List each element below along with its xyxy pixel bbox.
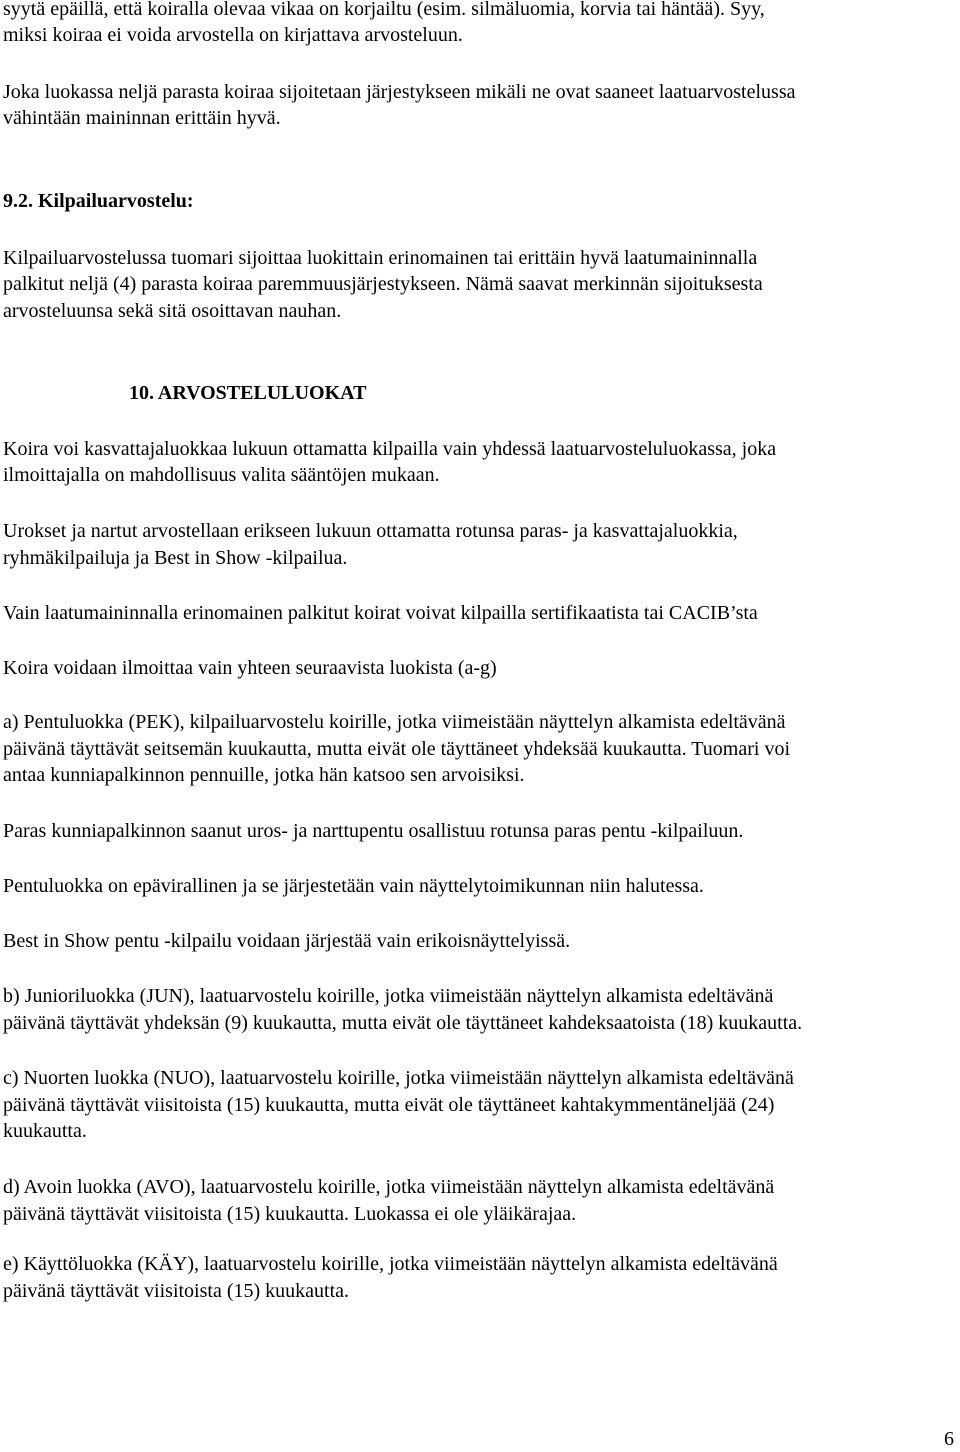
list-item-line: kuukautta. bbox=[3, 1120, 87, 1142]
body-text-line: Best in Show pentu -kilpailu voidaan järjestää vain erikoisnäyttelyissä. bbox=[3, 930, 571, 952]
list-item-line: päivänä täyttävät yhdeksän (9) kuukautta, mutta eivät ole täyttäneet kahdeksaatoista (18) kuukautta. bbox=[3, 1012, 803, 1034]
list-item-line: antaa kunniapalkinnon pennuille, jotka hän katsoo sen arvoisiksi. bbox=[3, 764, 525, 786]
list-item-line: a) Pentuluokka (PEK), kilpailuarvostelu koirille, jotka viimeistään näyttelyn alkamista edeltävänä bbox=[3, 711, 786, 733]
body-text-line: Kilpailuarvostelussa tuomari sijoittaa luokittain erinomainen tai erittäin hyvä laatumaininnalla bbox=[3, 247, 758, 269]
list-item-line: päivänä täyttävät viisitoista (15) kuukautta, mutta eivät ole täyttäneet kahtakymmentäneljää (24) bbox=[3, 1094, 775, 1116]
list-item-line: päivänä täyttävät seitsemän kuukautta, mutta eivät ole täyttäneet yhdeksää kuukautta. Tuomari voi bbox=[3, 738, 791, 760]
body-text-line: palkitut neljä (4) parasta koiraa paremmuusjärjestykseen. Nämä saavat merkinnän sijoituksesta bbox=[3, 273, 763, 295]
body-text-line: arvosteluunsa sekä sitä osoittavan nauhan. bbox=[3, 300, 342, 322]
list-item-line: d) Avoin luokka (AVO), laatuarvostelu koirille, jotka viimeistään näyttelyn alkamista edeltävänä bbox=[3, 1176, 775, 1198]
body-text-line: vähintään maininnan erittäin hyvä. bbox=[3, 107, 281, 129]
body-text-line: miksi koiraa ei voida arvostella on kirjattava arvosteluun. bbox=[3, 24, 463, 46]
list-item-line: päivänä täyttävät viisitoista (15) kuukautta. Luokassa ei ole yläikärajaa. bbox=[3, 1203, 577, 1225]
body-text-line: Koira voi kasvattajaluokkaa lukuun ottamatta kilpailla vain yhdessä laatuarvosteluluokassa, joka bbox=[3, 438, 777, 460]
chapter-heading: 10. ARVOSTELULUOKAT bbox=[129, 382, 367, 404]
list-item-line: b) Junioriluokka (JUN), laatuarvostelu koirille, jotka viimeistään näyttelyn alkamista edeltävänä bbox=[3, 985, 774, 1007]
body-text-line: syytä epäillä, että koiralla olevaa vikaa on korjailtu (esim. silmäluomia, korvia tai häntää). Syy, bbox=[3, 0, 765, 20]
list-item-line: e) Käyttöluokka (KÄY), laatuarvostelu koirille, jotka viimeistään näyttelyn alkamista edeltävänä bbox=[3, 1253, 778, 1275]
body-text-line: Vain laatumaininnalla erinomainen palkitut koirat voivat kilpailla sertifikaatista tai CACIB’sta bbox=[3, 602, 758, 624]
list-item-line: c) Nuorten luokka (NUO), laatuarvostelu koirille, jotka viimeistään näyttelyn alkamista edeltävänä bbox=[3, 1067, 794, 1089]
section-heading: 9.2. Kilpailuarvostelu: bbox=[3, 190, 194, 212]
body-text-line: Paras kunniapalkinnon saanut uros- ja narttupentu osallistuu rotunsa paras pentu -kilpailuun. bbox=[3, 820, 744, 842]
page-number: 6 bbox=[944, 1428, 954, 1450]
body-text-line: Pentuluokka on epävirallinen ja se järjestetään vain näyttelytoimikunnan niin halutessa. bbox=[3, 875, 704, 897]
body-text-line: Joka luokassa neljä parasta koiraa sijoitetaan järjestykseen mikäli ne ovat saaneet laatuarvostelussa bbox=[3, 81, 796, 103]
body-text-line: ilmoittajalla on mahdollisuus valita sääntöjen mukaan. bbox=[3, 464, 440, 486]
body-text-line: ryhmäkilpailuja ja Best in Show -kilpailua. bbox=[3, 547, 348, 569]
list-item-line: päivänä täyttävät viisitoista (15) kuukautta. bbox=[3, 1280, 350, 1302]
body-text-line: Urokset ja nartut arvostellaan erikseen lukuun ottamatta rotunsa paras- ja kasvattajaluokkia, bbox=[3, 520, 738, 542]
body-text-line: Koira voidaan ilmoittaa vain yhteen seuraavista luokista (a-g) bbox=[3, 657, 497, 679]
